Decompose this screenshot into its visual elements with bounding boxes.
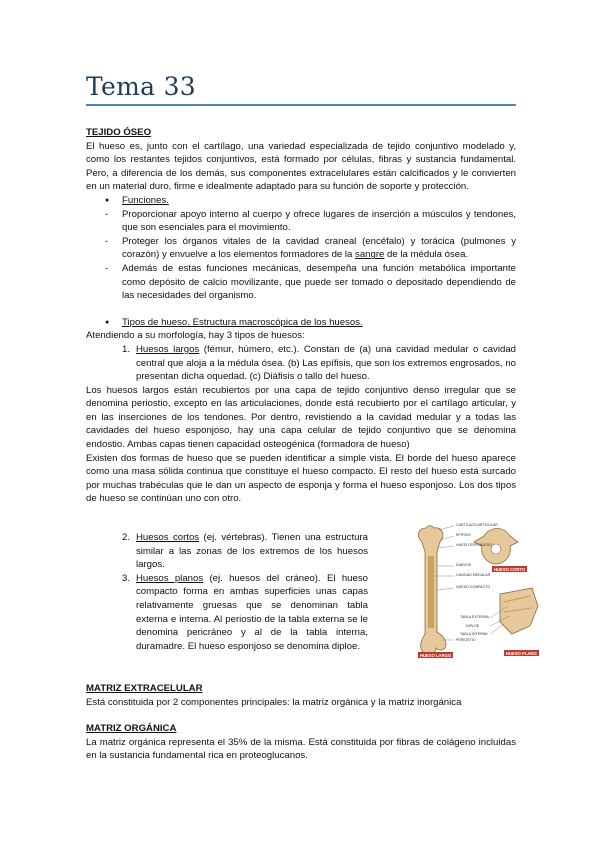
- list-item-huesos-largos: 1. Huesos largos (fémur, húmero, etc.). Constan de (a) una cavidad medular o cavidad central que aloja a la médula ósea. (b) Las epífisis, que son los extremos engrosados, no presentan dicha oquedad. (c) Diáfisis o tallo del hueso.: [122, 343, 516, 383]
- list-item-huesos-planos: 3. Huesos planos (ej. huesos del cráneo). El hueso compacto forma en ambas superficies unas capas relativamente gruesas que se denominan tabla externa e interna. Al periostio de la tabla externa se le denomina pericráneo y al de la tabla interna, duramadre. El hueso esponjoso se denomina diploe.: [122, 572, 368, 652]
- function-item-1: - Proporcionar apoyo interno al cuerpo y ofrece lugares de inserción a músculos y tendones, que son esenciales para el movimiento.: [105, 208, 516, 234]
- section-heading-matriz-extracelular: MATRIZ EXTRACELULAR: [86, 683, 203, 694]
- figure-label: CAVIDAD MEDULAR: [456, 573, 491, 577]
- function-item-3: - Además de estas funciones mecánicas, desempeña una función metabólica importante como depósito de calcio movilizante, que puede ser tomado o depositado dependiendo de las necesidades del organismo.: [105, 262, 516, 302]
- bullet-tipos-hueso-label: Tipos de hueso. Estructura macroscópica de los huesos.: [122, 316, 363, 328]
- morphology-intro: Atendiendo a su morfología, hay 3 tipos de huesos:: [86, 330, 305, 342]
- bullet-funciones: [86, 194, 516, 208]
- bullet-funciones-label: Funciones.: [122, 194, 169, 206]
- periostio-paragraph: Los huesos largos están recubiertos por una capa de tejido conjuntivo denso irregular que se denomina periostio, excepto en las articulaciones, donde está recubierto por el cartílago articular, y en las inserciones de los tendones. Por dentro, revistiendo a la cavidad medular y a todas las cavidades del hueso esponjoso, hay una capa celular de tejido conjuntivo que se denomina endostio. Ambas capas tienen capacidad osteogénica (formadora de hueso): [86, 384, 516, 451]
- page-title: Tema 33: [86, 72, 196, 101]
- section-heading-tejido-oseo: TEJIDO ÓSEO: [86, 127, 152, 138]
- figure-label: TABLA EXTERNA: [460, 615, 489, 619]
- matriz-extracelular-text: Está constituida por 2 componentes principales: la matriz orgánica y la matriz inorgánica: [86, 696, 462, 708]
- figure-label: DIPLOE: [466, 624, 480, 628]
- function-item-2: - Proteger los órganos vitales de la cavidad craneal (encéfalo) y torácica (pulmones y corazón) y envuelve a los elementos formadores de la sangre de la médula ósea.: [105, 235, 516, 261]
- bullet-tipos-hueso: [86, 316, 516, 330]
- figure-label: HUESO COMPACTO: [456, 585, 491, 589]
- figure-label: DIÁFISIS: [456, 563, 471, 567]
- figure-label: EPÍFISIS: [456, 533, 471, 537]
- figure-label: HUESO ESPONJOSO: [456, 543, 493, 547]
- tag-hueso-largo: HUESO LARGO: [420, 652, 452, 658]
- section-tejido-oseo: [86, 126, 516, 506]
- sangre-link[interactable]: sangre: [355, 249, 385, 261]
- tag-hueso-corto: HUESO CORTO: [494, 566, 526, 572]
- figure-label: PERIOSTIO: [456, 638, 476, 642]
- figure-label: TABLA INTERNA: [460, 632, 488, 636]
- figure-label: CARTÍLAGO ARTICULAR: [456, 523, 498, 527]
- tag-hueso-plano: HUESO PLANO: [506, 650, 537, 656]
- list-short-flat: [86, 531, 368, 653]
- bone-types-illustration: [392, 522, 544, 662]
- section-heading-matriz-organica: MATRIZ ORGÁNICA: [86, 723, 177, 734]
- list-item-huesos-cortos: 2. Huesos cortos (ej. vértebras). Tienen una estructura similar a las zonas de los extremos de los huesos largos.: [122, 532, 368, 571]
- formas-paragraph: Existen dos formas de hueso que se pueden identificar a simple vista. El borde del hueso aparece como una masa sólida continua que constituye el hueso compacto. El resto del hueso está surcado por muchas trabéculas que le dan un aspecto de esponja y forma el hueso esponjoso. Los dos tipos de hueso se continúan uno con otro.: [86, 452, 516, 505]
- intro-paragraph: El hueso es, junto con el cartílago, una variedad especializada de tejido conjuntivo modelado y, como los restantes tejidos conjuntivos, está formado por células, fibras y sustancia fundamental. Pero, a diferencia de los demás, sus componentes extracelulares están calcificados y le convierten en un material duro, firme e idealmente adaptado para su función de soporte y protección.: [86, 140, 516, 193]
- section-matriz-organica: [86, 722, 516, 763]
- title-divider: [86, 104, 516, 106]
- section-matriz-extracelular: [86, 682, 516, 709]
- matriz-organica-text: La matriz orgánica representa el 35% de la misma. Está constituida por fibras de colágeno incluidas en la sustancia fundamental rica en proteoglucanos.: [86, 736, 516, 762]
